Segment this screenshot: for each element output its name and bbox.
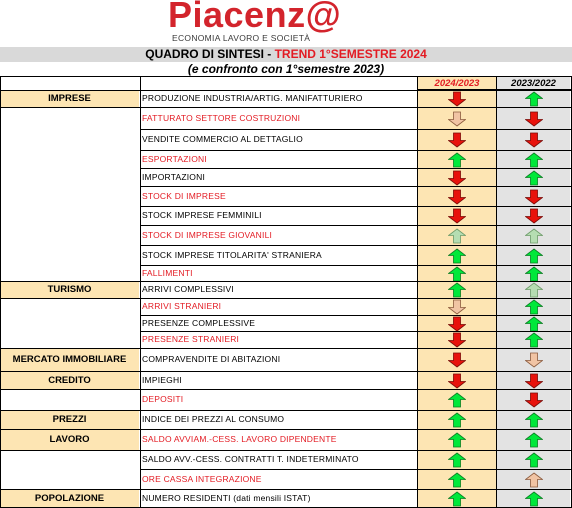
arrow-up-icon — [448, 228, 466, 243]
trend-cell-previous — [497, 299, 570, 315]
category-label: LAVORO — [0, 430, 139, 450]
trend-cell-previous — [497, 151, 570, 168]
trend-cell-current — [418, 226, 496, 245]
indicator-label: STOCK DI IMPRESE GIOVANILI — [142, 230, 273, 240]
trend-cell-previous — [497, 411, 570, 429]
arrow-down-icon — [448, 353, 466, 368]
category-label: TURISMO — [0, 282, 139, 298]
arrow-down-icon — [448, 189, 466, 204]
trend-cell-current — [418, 411, 496, 429]
arrow-up-icon — [448, 393, 466, 408]
arrow-down-icon — [525, 189, 543, 204]
trend-cell-previous — [497, 490, 570, 507]
arrow-up-icon — [525, 491, 543, 506]
arrow-up-icon — [525, 266, 543, 281]
trend-cell-previous — [497, 332, 570, 348]
arrow-down-icon — [448, 111, 466, 126]
trend-cell-previous — [497, 266, 570, 281]
trend-cell-current — [418, 246, 496, 265]
trend-cell-current — [418, 299, 496, 315]
trend-cell-current — [418, 187, 496, 206]
indicator-label: ARRIVI COMPLESSIVI — [142, 284, 234, 294]
arrow-down-icon — [525, 133, 543, 148]
trend-cell-previous — [497, 169, 570, 186]
trend-cell-previous — [497, 349, 570, 371]
indicator-label: SALDO AVV.-CESS. CONTRATTI T. INDETERMINATO — [142, 454, 359, 464]
trend-cell-previous — [497, 282, 570, 298]
arrow-up-icon — [525, 316, 543, 331]
arrow-down-icon — [448, 316, 466, 331]
trend-cell-previous — [497, 91, 570, 107]
arrow-down-icon — [448, 209, 466, 224]
trend-cell-previous — [497, 390, 570, 410]
trend-cell-current — [418, 349, 496, 371]
trend-cell-current — [418, 207, 496, 225]
arrow-down-icon — [525, 353, 543, 368]
trend-cell-current — [418, 430, 496, 450]
indicator-label: DEPOSITI — [142, 394, 184, 404]
indicator-label: STOCK IMPRESE TITOLARITA' STRANIERA — [142, 250, 322, 260]
arrow-up-icon — [448, 266, 466, 281]
logo-title: Piacenz@ — [168, 0, 342, 35]
page-subtitle: (e confronto con 1°semestre 2023) — [187, 62, 385, 76]
arrow-up-icon — [448, 152, 466, 167]
indicator-label: ARRIVI STRANIERI — [142, 301, 222, 311]
category-label: IMPRESE — [0, 91, 139, 107]
indicator-label: STOCK DI IMPRESE — [142, 191, 226, 201]
arrow-down-icon — [525, 209, 543, 224]
trend-cell-current — [418, 470, 496, 489]
logo — [0, 0, 572, 46]
category-label: MERCATO IMMOBILIARE — [0, 349, 139, 371]
trend-cell-current — [418, 108, 496, 129]
trend-cell-previous — [497, 207, 570, 225]
indicator-label: STOCK IMPRESE FEMMINILI — [142, 210, 262, 220]
column-header-current: 2024/2023 — [418, 77, 496, 90]
trend-cell-previous — [497, 316, 570, 331]
arrow-up-icon — [448, 433, 466, 448]
indicator-label: PRESENZE COMPLESSIVE — [142, 318, 256, 328]
logo-subtitle: ECONOMIA LAVORO E SOCIETÀ — [172, 33, 311, 43]
arrow-up-icon — [525, 472, 543, 487]
indicator-label: IMPIEGHI — [142, 375, 182, 385]
trend-cell-previous — [497, 226, 570, 245]
arrow-down-icon — [448, 333, 466, 348]
page-title-prefix: QUADRO DI SINTESI - — [145, 47, 275, 61]
trend-cell-current — [418, 332, 496, 348]
trend-cell-current — [418, 130, 496, 150]
indicator-label: INDICE DEI PREZZI AL CONSUMO — [142, 414, 285, 424]
arrow-down-icon — [525, 111, 543, 126]
arrow-down-icon — [448, 373, 466, 388]
trend-cell-current — [418, 151, 496, 168]
arrow-down-icon — [525, 373, 543, 388]
arrow-up-icon — [448, 413, 466, 428]
column-header-previous: 2023/2022 — [497, 77, 570, 90]
trend-cell-current — [418, 266, 496, 281]
indicator-label: FATTURATO SETTORE COSTRUZIONI — [142, 113, 301, 123]
arrow-up-icon — [525, 152, 543, 167]
arrow-up-icon — [448, 491, 466, 506]
category-label: POPOLAZIONE — [0, 490, 139, 507]
indicator-label: COMPRAVENDITE DI ABITAZIONI — [142, 354, 281, 364]
arrow-up-icon — [525, 453, 543, 468]
indicator-label: IMPORTAZIONI — [142, 172, 206, 182]
arrow-up-icon — [525, 170, 543, 185]
trend-cell-previous — [497, 187, 570, 206]
trend-cell-previous — [497, 372, 570, 389]
arrow-up-icon — [525, 300, 543, 315]
arrow-up-icon — [525, 413, 543, 428]
trend-cell-previous — [497, 430, 570, 450]
trend-cell-previous — [497, 108, 570, 129]
arrow-up-icon — [448, 248, 466, 263]
arrow-down-icon — [448, 92, 466, 107]
trend-cell-current — [418, 390, 496, 410]
trend-cell-current — [418, 490, 496, 507]
trend-cell-previous — [497, 130, 570, 150]
trend-cell-previous — [497, 246, 570, 265]
page-title — [0, 47, 572, 62]
trend-cell-current — [418, 372, 496, 389]
indicator-label: SALDO AVVIAM.-CESS. LAVORO DIPENDENTE — [142, 434, 337, 444]
arrow-up-icon — [525, 228, 543, 243]
arrow-down-icon — [448, 133, 466, 148]
trend-cell-current — [418, 282, 496, 298]
indicator-label: NUMERO RESIDENTI (dati mensili ISTAT) — [142, 493, 311, 503]
indicator-label: PRODUZIONE INDUSTRIA/ARTIG. MANIFATTURIERO — [142, 93, 363, 103]
trend-cell-current — [418, 91, 496, 107]
arrow-up-icon — [448, 283, 466, 298]
trend-cell-previous — [497, 451, 570, 469]
trend-cell-current — [418, 451, 496, 469]
category-label: CREDITO — [0, 372, 139, 389]
arrow-up-icon — [448, 453, 466, 468]
arrow-down-icon — [525, 393, 543, 408]
indicator-label: VENDITE COMMERCIO AL DETTAGLIO — [142, 134, 303, 144]
trend-cell-current — [418, 169, 496, 186]
category-label: PREZZI — [0, 411, 139, 429]
indicator-label: ORE CASSA INTEGRAZIONE — [142, 474, 262, 484]
arrow-up-icon — [448, 472, 466, 487]
indicator-label: PRESENZE STRANIERI — [142, 334, 240, 344]
indicator-label: ESPORTAZIONI — [142, 154, 207, 164]
indicator-label: FALLIMENTI — [142, 268, 193, 278]
arrow-up-icon — [525, 248, 543, 263]
arrow-up-icon — [525, 283, 543, 298]
trend-cell-current — [418, 316, 496, 331]
trend-cell-previous — [497, 470, 570, 489]
arrow-down-icon — [448, 170, 466, 185]
arrow-up-icon — [525, 433, 543, 448]
arrow-up-icon — [525, 92, 543, 107]
page-title-trend: TREND 1°SEMESTRE 2024 — [274, 47, 427, 61]
arrow-down-icon — [448, 300, 466, 315]
arrow-up-icon — [525, 333, 543, 348]
